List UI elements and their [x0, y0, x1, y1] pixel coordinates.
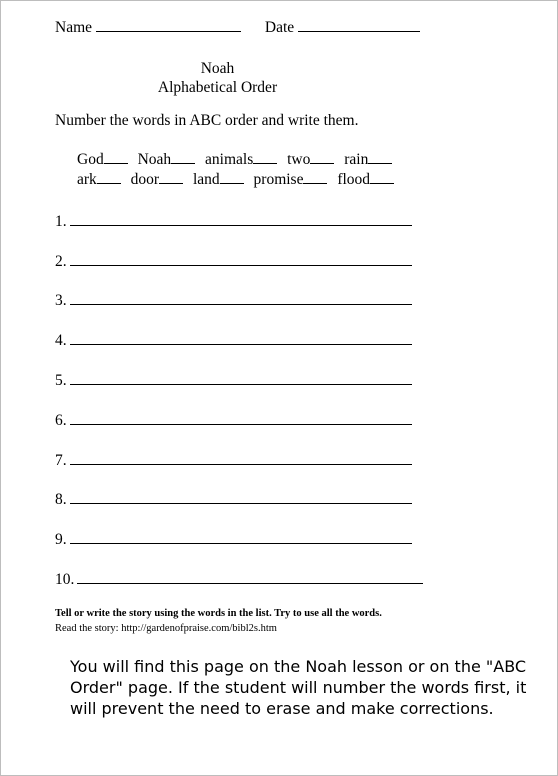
word-item: promise — [253, 171, 304, 188]
answer-rule — [70, 410, 412, 425]
word-blank — [171, 151, 195, 164]
answer-number: 4. — [55, 332, 67, 349]
word-blank — [303, 171, 327, 184]
answer-line-9 — [55, 529, 412, 549]
word-item: God — [77, 151, 104, 168]
answer-rule — [77, 569, 423, 584]
answer-line-5 — [55, 370, 412, 390]
word-item: rain — [344, 151, 369, 168]
word-item: animals — [205, 151, 254, 168]
answer-rule — [70, 330, 412, 345]
header-row — [55, 17, 420, 37]
name-label: Name — [55, 19, 93, 36]
name-field-line — [96, 17, 241, 32]
word-blank — [253, 151, 277, 164]
answer-rule — [70, 450, 412, 465]
answer-line-3 — [55, 290, 412, 310]
word-blank — [97, 171, 121, 184]
word-blank — [370, 171, 394, 184]
answer-line-2 — [55, 251, 412, 271]
worksheet-subtitle: Alphabetical Order — [157, 79, 278, 96]
word-item: land — [192, 171, 220, 188]
word-item: ark — [77, 171, 97, 188]
answer-number: 5. — [55, 372, 67, 389]
teacher-note: You will find this page on the Noah lesson or on the "ABC Order" page. If the student will number the words first, it will prevent the need to erase and make corrections. — [70, 657, 527, 718]
answer-line-7 — [55, 450, 412, 470]
word-item: Noah — [137, 151, 172, 168]
answer-number: 3. — [55, 292, 67, 309]
answer-rule — [70, 211, 412, 226]
answer-number: 1. — [55, 213, 67, 230]
answer-rule — [70, 290, 412, 305]
word-item: door — [130, 171, 160, 188]
answer-number: 8. — [55, 491, 67, 508]
word-blank — [104, 151, 128, 164]
answer-number: 10. — [55, 571, 75, 588]
word-list-row-1 — [77, 151, 392, 169]
word-blank — [220, 171, 244, 184]
answer-line-10 — [55, 569, 423, 589]
word-blank — [368, 151, 392, 164]
answer-line-8 — [55, 489, 412, 509]
story-prompt: Tell or write the story using the words in the list. Try to use all the words. — [55, 608, 382, 619]
word-list-row-2 — [77, 171, 394, 189]
word-blank — [310, 151, 334, 164]
answer-line-6 — [55, 410, 412, 430]
worksheet-title: Noah — [200, 60, 235, 77]
answer-rule — [70, 370, 412, 385]
answer-rule — [70, 489, 412, 504]
answer-line-4 — [55, 330, 412, 350]
answer-rule — [70, 251, 412, 266]
answer-number: 9. — [55, 531, 67, 548]
answer-number: 2. — [55, 253, 67, 270]
answer-number: 7. — [55, 452, 67, 469]
word-item: flood — [337, 171, 371, 188]
word-item: two — [287, 151, 311, 168]
date-label: Date — [264, 19, 295, 36]
word-blank — [159, 171, 183, 184]
story-link-text: Read the story: http://gardenofpraise.com/bibl2s.htm — [55, 623, 277, 634]
answer-number: 6. — [55, 412, 67, 429]
answer-line-1 — [55, 211, 412, 231]
date-field-line — [298, 17, 420, 32]
answer-rule — [70, 529, 412, 544]
instructions: Number the words in ABC order and write them. — [55, 112, 359, 129]
